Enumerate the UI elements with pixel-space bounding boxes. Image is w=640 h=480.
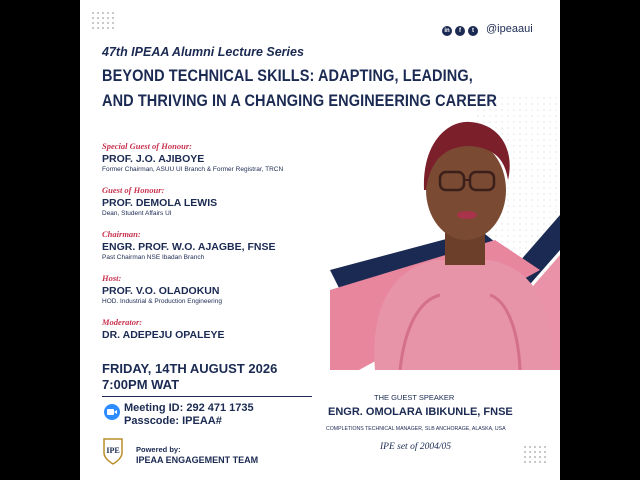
event-date: FRIDAY, 14TH AUGUST 2026 [102,361,278,376]
facebook-icon[interactable]: f [455,26,465,36]
lecture-title-line-1: BEYOND TECHNICAL SKILLS: ADAPTING, LEADING, [102,67,473,85]
linkedin-icon[interactable]: in [442,26,452,36]
role-host: Host: [102,273,122,283]
guest-speaker-set: IPE set of 2004/05 [380,442,451,452]
guest-speaker-name: ENGR. OMOLARA IBIKUNLE, FNSE [328,406,513,418]
divider [102,396,312,397]
meeting-passcode[interactable]: Passcode: IPEAA# [124,415,222,427]
name-chairman: ENGR. PROF. W.O. AJAGBE, FNSE [102,241,276,253]
role-chairman: Chairman: [102,229,141,239]
name-guest-of-honour: PROF. DEMOLA LEWIS [102,197,218,209]
powered-by-team: IPEAA ENGAGEMENT TEAM [136,455,259,465]
powered-by-label: Powered by: [136,445,181,454]
dot-grid-top-left [92,12,114,29]
role-moderator: Moderator: [102,317,143,327]
desc-chairman: Past Chairman NSE Ibadan Branch [102,254,205,261]
series-title: 47th IPEAA Alumni Lecture Series [102,45,304,59]
zoom-icon [104,404,120,420]
guest-speaker-title: COMPLETIONS TECHNICAL MANAGER, SLB ANCHORAGE, ALASKA, USA [326,426,506,432]
event-time: 7:00PM WAT [102,377,180,392]
guest-speaker-caption: THE GUEST SPEAKER [374,393,455,402]
social-handle[interactable]: @ipeaaui [486,23,533,35]
role-special-guest: Special Guest of Honour: [102,141,192,151]
role-guest-of-honour: Guest of Honour: [102,185,165,195]
desc-special-guest: Former Chairman, ASUU UI Branch & Former Registrar, TRCN [102,166,284,173]
desc-guest-of-honour: Dean, Student Affairs UI [102,210,172,217]
ipeaa-logo [102,437,124,465]
svg-text:IPE: IPE [106,446,120,455]
name-host: PROF. V.O. OLADOKUN [102,285,220,297]
poster [80,0,560,480]
lecture-title-line-2: AND THRIVING IN A CHANGING ENGINEERING CAREER [102,92,497,110]
desc-host: HOD. Industrial & Production Engineering [102,298,222,305]
dot-grid-bottom-right [524,446,546,463]
twitter-icon[interactable]: t [468,26,478,36]
name-special-guest: PROF. J.O. AJIBOYE [102,153,205,165]
speaker-photo-area [330,120,560,370]
meeting-id[interactable]: Meeting ID: 292 471 1735 [124,402,254,414]
name-moderator: DR. ADEPEJU OPALEYE [102,329,225,341]
